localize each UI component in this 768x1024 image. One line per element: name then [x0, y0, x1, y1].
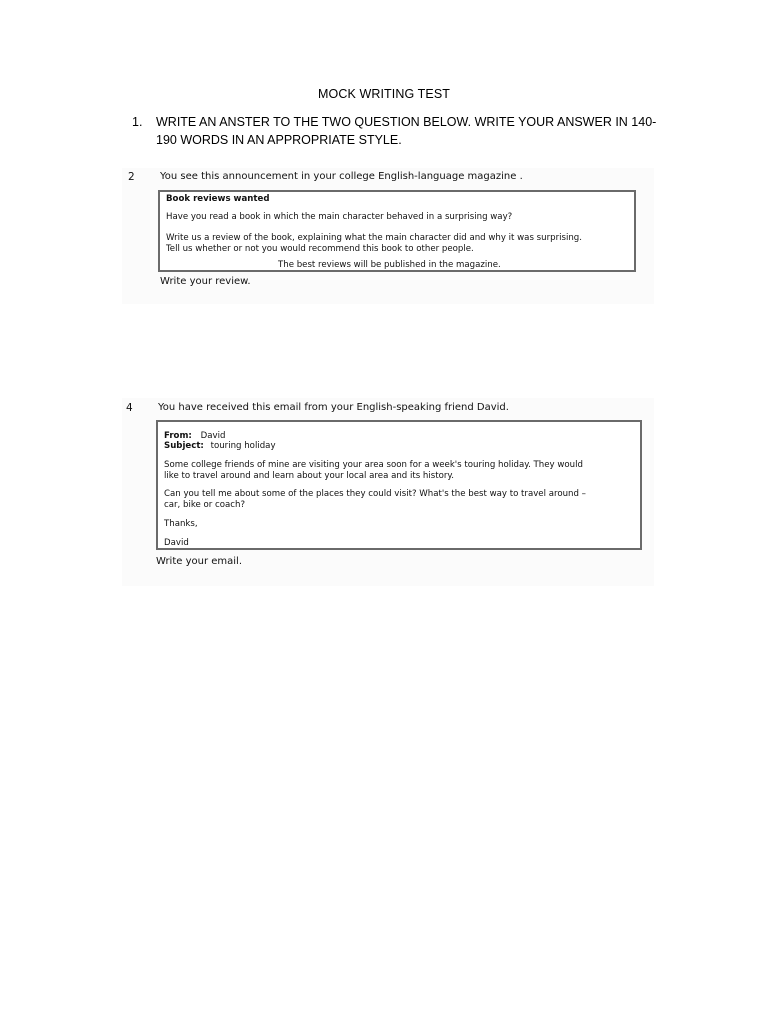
email-from-value: David — [200, 431, 226, 441]
email-para-1-line-2: like to travel around and learn about your local area and its history. — [164, 471, 454, 481]
question-4-footer: Write your email. — [156, 556, 243, 567]
email-box — [156, 420, 642, 550]
announcement-heading: Book reviews wanted — [166, 194, 270, 204]
instruction-text: WRITE AN ANSTER TO THE TWO QUESTION BELOW. WRITE YOUR ANSWER IN 140-190 WORDS IN AN APPROPRIATE STYLE. — [156, 115, 657, 147]
question-2-prompt: You see this announcement in your college English-language magazine . — [160, 171, 523, 182]
email-para-2-line-1: Can you tell me about some of the places they could visit? What's the best way to travel around – — [164, 489, 586, 499]
page-title: MOCK WRITING TEST — [317, 87, 451, 101]
instruction-item — [132, 113, 662, 149]
announcement-box — [158, 190, 636, 272]
email-from — [164, 431, 225, 441]
email-signature: David — [164, 538, 189, 548]
email-subject — [164, 441, 276, 451]
email-para-2-line-2: car, bike or coach? — [164, 500, 246, 510]
email-from-label: From: — [164, 431, 192, 441]
announcement-line-2: Write us a review of the book, explaining what the main character did and why it was surprising. — [166, 233, 582, 243]
question-2-image — [122, 168, 654, 304]
announcement-line-1: Have you read a book in which the main character behaved in a surprising way? — [166, 212, 513, 222]
question-2-number: 2 — [128, 171, 135, 183]
email-subject-label: Subject: — [164, 441, 204, 451]
announcement-line-3: Tell us whether or not you would recommend this book to other people. — [166, 244, 474, 254]
question-4-image — [122, 398, 654, 586]
question-2-footer: Write your review. — [160, 276, 251, 287]
question-4-number: 4 — [126, 402, 133, 414]
email-subject-value: touring holiday — [210, 441, 276, 451]
question-4-prompt: You have received this email from your English-speaking friend David. — [158, 402, 509, 413]
announcement-line-4: The best reviews will be published in the magazine. — [278, 260, 501, 270]
instruction-number: 1. — [132, 115, 143, 129]
email-thanks: Thanks, — [164, 519, 198, 529]
email-para-1-line-1: Some college friends of mine are visiting your area soon for a week's touring holiday. They would — [164, 460, 583, 470]
